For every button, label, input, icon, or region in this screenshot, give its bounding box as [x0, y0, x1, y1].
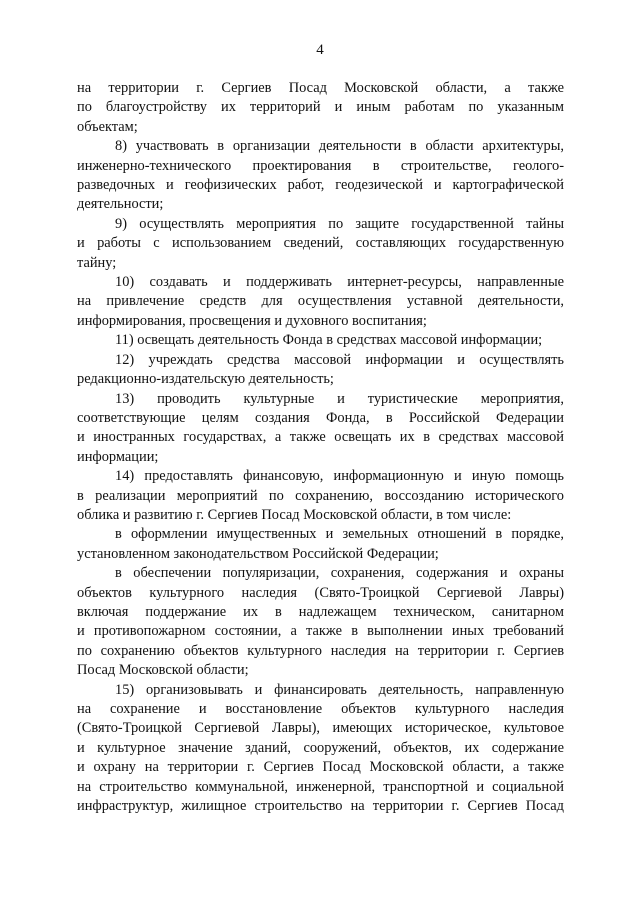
text-line: 12) учреждать средства массовой информации и осуществлять — [115, 351, 564, 368]
paragraph — [77, 525, 564, 564]
text-line: 10) создавать и поддерживать интернет-ресурсы, направленные — [115, 274, 564, 291]
text-line: по благоустройству их территорий и иным работам по указанным — [77, 99, 564, 116]
text-line: на сохранение и восстановление объектов культурного наследия — [77, 701, 564, 717]
text-line: тайну; — [77, 254, 117, 271]
text-line: установленном законодательством Российской Федерации; — [77, 545, 439, 562]
text-line: инфраструктур, жилищное строительство на территории г. Сергиев Посад — [77, 798, 564, 815]
paragraph — [77, 390, 564, 468]
text-line: на привлечение средств для осуществления уставной деятельности, — [77, 293, 564, 310]
text-line: 13) проводить культурные и туристические мероприятия, — [115, 390, 564, 407]
text-line: разведочных и геофизических работ, геодезической и картографической — [77, 177, 564, 194]
text-line: в реализации мероприятий по сохранению, воссозданию исторического — [77, 487, 564, 504]
paragraph — [77, 331, 564, 350]
text-line: информирования, просвещения и духовного воспитания; — [77, 312, 427, 329]
paragraph — [77, 273, 564, 331]
text-line: 14) предоставлять финансовую, информационную и иную помощь — [115, 468, 564, 485]
paragraph — [77, 79, 564, 137]
page-number: 4 — [316, 42, 324, 58]
text-line: и иностранных государствах, а также освещать их в средствах массовой — [77, 429, 564, 446]
text-line: 15) организовывать и финансировать деятельность, направленную — [115, 681, 564, 698]
text-line: (Свято-Троицкой Сергиевой Лавры), имеющих историческое, культовое — [77, 720, 564, 737]
text-line: в обеспечении популяризации, сохранения, содержания и охраны — [115, 565, 564, 582]
text-line: 9) осуществлять мероприятия по защите государственной тайны — [115, 215, 564, 232]
text-line: объектам; — [77, 118, 138, 135]
text-line: и охрану на территории г. Сергиев Посад Московской области, а также — [77, 759, 564, 776]
text-line: на строительство коммунальной, инженерной, транспортной и социальной — [77, 778, 564, 795]
paragraph — [77, 351, 564, 390]
text-line: на территории г. Сергиев Посад Московской области, а также — [77, 80, 564, 96]
paragraph — [77, 215, 564, 273]
document-body — [77, 79, 564, 816]
text-line: облика и развитию г. Сергиев Посад Московской области, в том числе: — [77, 506, 512, 523]
text-line: в оформлении имущественных и земельных отношений в порядке, — [115, 526, 564, 543]
paragraph — [77, 467, 564, 525]
text-line: объектов культурного наследия (Свято-Троицкой Сергиевой Лавры) — [77, 584, 564, 601]
text-line: Посад Московской области; — [77, 662, 249, 679]
text-line: редакционно-издательскую деятельность; — [77, 371, 334, 388]
text-line: и работы с использованием сведений, составляющих государственную — [77, 235, 564, 252]
text-line: включая поддержание их в надлежащем техническом, санитарном — [77, 603, 564, 620]
text-line: деятельности; — [77, 196, 164, 213]
text-line: инженерно-технического проектирования в строительстве, геолого- — [77, 157, 564, 174]
text-line: информации; — [77, 448, 159, 465]
text-line: и противопожарном состоянии, а также в выполнении иных требований — [77, 623, 564, 640]
paragraph — [77, 137, 564, 215]
paragraph — [77, 564, 564, 680]
text-line: и культурное значение зданий, сооружений, объектов, их содержание — [77, 739, 564, 756]
paragraph — [77, 681, 564, 817]
text-line: соответствующие целям создания Фонда, в Российской Федерации — [77, 409, 564, 426]
text-line: 11) освещать деятельность Фонда в средствах массовой информации; — [115, 332, 543, 349]
text-line: по сохранению объектов культурного наследия на территории г. Сергиев — [77, 642, 564, 659]
text-line: 8) участвовать в организации деятельности в области архитектуры, — [115, 138, 564, 155]
